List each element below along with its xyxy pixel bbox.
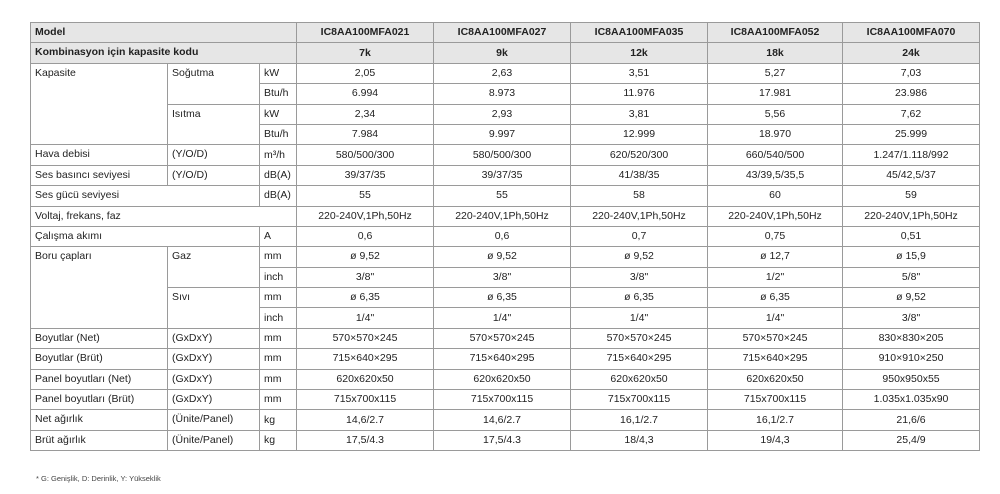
value-cell: 7.984	[297, 124, 434, 144]
value-cell: 18.970	[708, 124, 843, 144]
value-cell: 7,62	[843, 104, 980, 124]
value-cell: ø 9,52	[843, 288, 980, 308]
value-cell: 18/4,3	[571, 430, 708, 450]
value-cell: 3,51	[571, 63, 708, 83]
unit-cell: Btu/h	[260, 84, 297, 104]
row-label: Ses basıncı seviyesi	[31, 165, 168, 185]
value-cell: ø 15,9	[843, 247, 980, 267]
value-cell: 55	[297, 186, 434, 206]
value-cell: 0,6	[297, 226, 434, 246]
table-row	[31, 165, 980, 185]
model-name: IC8AA100MFA052	[708, 23, 843, 43]
value-cell: 620x620x50	[571, 369, 708, 389]
value-cell: 910×910×250	[843, 349, 980, 369]
spec-table	[30, 22, 980, 451]
sub-label: (GxDxY)	[168, 349, 260, 369]
sub-label: Gaz	[168, 247, 260, 288]
value-cell: 950x950x55	[843, 369, 980, 389]
unit-cell: inch	[260, 267, 297, 287]
unit-cell: kW	[260, 104, 297, 124]
model-name: IC8AA100MFA021	[297, 23, 434, 43]
value-cell: 715x700x115	[708, 390, 843, 410]
value-cell: 23.986	[843, 84, 980, 104]
value-cell: 11.976	[571, 84, 708, 104]
value-cell: 570×570×245	[434, 328, 571, 348]
value-cell: ø 9,52	[297, 247, 434, 267]
unit-cell: A	[260, 226, 297, 246]
value-cell: 220-240V,1Ph,50Hz	[571, 206, 708, 226]
table-row	[31, 226, 980, 246]
row-label: Voltaj, frekans, faz	[31, 206, 297, 226]
value-cell: 715x700x115	[297, 390, 434, 410]
value-cell: 41/38/35	[571, 165, 708, 185]
unit-cell: kg	[260, 430, 297, 450]
value-cell: 19/4,3	[708, 430, 843, 450]
sub-label: (GxDxY)	[168, 328, 260, 348]
value-cell: 715×640×295	[434, 349, 571, 369]
row-label: Panel boyutları (Brüt)	[31, 390, 168, 410]
value-cell: 0,75	[708, 226, 843, 246]
value-cell: 7,03	[843, 63, 980, 83]
value-cell: 570×570×245	[297, 328, 434, 348]
value-cell: 715×640×295	[708, 349, 843, 369]
unit-cell: mm	[260, 369, 297, 389]
value-cell: 5,27	[708, 63, 843, 83]
sub-label: (Y/O/D)	[168, 145, 260, 165]
table-row	[31, 104, 980, 124]
value-cell: 3/8"	[434, 267, 571, 287]
value-cell: 60	[708, 186, 843, 206]
capacity-code: 12k	[571, 43, 708, 63]
value-cell: 25,4/9	[843, 430, 980, 450]
value-cell: 620x620x50	[434, 369, 571, 389]
table-row	[31, 43, 980, 63]
value-cell: 12.999	[571, 124, 708, 144]
row-label: Panel boyutları (Net)	[31, 369, 168, 389]
value-cell: 8.973	[434, 84, 571, 104]
value-cell: 3,81	[571, 104, 708, 124]
unit-cell: mm	[260, 288, 297, 308]
value-cell: 17.981	[708, 84, 843, 104]
value-cell: 220-240V,1Ph,50Hz	[434, 206, 571, 226]
table-row	[31, 369, 980, 389]
value-cell: 45/42,5/37	[843, 165, 980, 185]
value-cell: 39/37/35	[297, 165, 434, 185]
value-cell: 2,34	[297, 104, 434, 124]
value-cell: 0,7	[571, 226, 708, 246]
value-cell: 580/500/300	[297, 145, 434, 165]
capacity-code: 7k	[297, 43, 434, 63]
value-cell: 570×570×245	[571, 328, 708, 348]
table-row	[31, 145, 980, 165]
value-cell: ø 6,35	[708, 288, 843, 308]
value-cell: 1/4"	[708, 308, 843, 328]
value-cell: 17,5/4.3	[434, 430, 571, 450]
row-label: Boru çapları	[31, 247, 168, 329]
sub-label: Soğutma	[168, 63, 260, 104]
value-cell: 3/8"	[571, 267, 708, 287]
value-cell: 43/39,5/35,5	[708, 165, 843, 185]
table-row	[31, 186, 980, 206]
model-name: IC8AA100MFA027	[434, 23, 571, 43]
value-cell: 715×640×295	[297, 349, 434, 369]
sub-label: (GxDxY)	[168, 369, 260, 389]
row-label: Boyutlar (Net)	[31, 328, 168, 348]
value-cell: 1.035x1.035x90	[843, 390, 980, 410]
unit-cell: mm	[260, 328, 297, 348]
capacity-code: 24k	[843, 43, 980, 63]
value-cell: 25.999	[843, 124, 980, 144]
model-header-label: Model	[31, 23, 297, 43]
value-cell: 14,6/2.7	[434, 410, 571, 430]
table-row	[31, 328, 980, 348]
table-row	[31, 23, 980, 43]
value-cell: 660/540/500	[708, 145, 843, 165]
row-label: Çalışma akımı	[31, 226, 260, 246]
value-cell: 55	[434, 186, 571, 206]
capacity-code-label: Kombinasyon için kapasite kodu	[31, 43, 297, 63]
value-cell: ø 6,35	[434, 288, 571, 308]
value-cell: ø 9,52	[571, 247, 708, 267]
value-cell: 620x620x50	[297, 369, 434, 389]
value-cell: 580/500/300	[434, 145, 571, 165]
value-cell: 1/4"	[297, 308, 434, 328]
value-cell: 220-240V,1Ph,50Hz	[297, 206, 434, 226]
value-cell: 715x700x115	[434, 390, 571, 410]
value-cell: 715x700x115	[571, 390, 708, 410]
table-row	[31, 288, 980, 308]
row-label: Kapasite	[31, 63, 168, 145]
sub-label: (Ünite/Panel)	[168, 410, 260, 430]
table-row	[31, 410, 980, 430]
value-cell: ø 6,35	[297, 288, 434, 308]
value-cell: 9.997	[434, 124, 571, 144]
value-cell: 570×570×245	[708, 328, 843, 348]
unit-cell: Btu/h	[260, 124, 297, 144]
value-cell: 58	[571, 186, 708, 206]
sub-label: (Ünite/Panel)	[168, 430, 260, 450]
value-cell: 6.994	[297, 84, 434, 104]
row-label: Hava debisi	[31, 145, 168, 165]
value-cell: 620/520/300	[571, 145, 708, 165]
footnote: * G: Genişlik, D: Derinlik, Y: Yükseklik	[36, 474, 161, 483]
value-cell: 59	[843, 186, 980, 206]
value-cell: 3/8"	[843, 308, 980, 328]
table-row	[31, 349, 980, 369]
value-cell: 2,63	[434, 63, 571, 83]
value-cell: 0,6	[434, 226, 571, 246]
value-cell: ø 12,7	[708, 247, 843, 267]
value-cell: 2,05	[297, 63, 434, 83]
unit-cell: dB(A)	[260, 186, 297, 206]
value-cell: 16,1/2.7	[571, 410, 708, 430]
value-cell: 5/8"	[843, 267, 980, 287]
table-row	[31, 206, 980, 226]
row-label: Boyutlar (Brüt)	[31, 349, 168, 369]
model-name: IC8AA100MFA035	[571, 23, 708, 43]
table-row	[31, 430, 980, 450]
value-cell: 1/2"	[708, 267, 843, 287]
unit-cell: inch	[260, 308, 297, 328]
value-cell: 3/8"	[297, 267, 434, 287]
model-name: IC8AA100MFA070	[843, 23, 980, 43]
value-cell: 39/37/35	[434, 165, 571, 185]
value-cell: 715×640×295	[571, 349, 708, 369]
value-cell: 5,56	[708, 104, 843, 124]
value-cell: 16,1/2.7	[708, 410, 843, 430]
value-cell: 1.247/1.118/992	[843, 145, 980, 165]
value-cell: 17,5/4.3	[297, 430, 434, 450]
unit-cell: kW	[260, 63, 297, 83]
table-row	[31, 390, 980, 410]
value-cell: 21,6/6	[843, 410, 980, 430]
row-label: Brüt ağırlık	[31, 430, 168, 450]
value-cell: 620x620x50	[708, 369, 843, 389]
row-label: Ses gücü seviyesi	[31, 186, 260, 206]
value-cell: 0,51	[843, 226, 980, 246]
sub-label: Isıtma	[168, 104, 260, 145]
row-label: Net ağırlık	[31, 410, 168, 430]
value-cell: ø 9,52	[434, 247, 571, 267]
unit-cell: dB(A)	[260, 165, 297, 185]
value-cell: 1/4"	[571, 308, 708, 328]
unit-cell: mm	[260, 390, 297, 410]
unit-cell: mm	[260, 247, 297, 267]
unit-cell: mm	[260, 349, 297, 369]
value-cell: ø 6,35	[571, 288, 708, 308]
unit-cell: kg	[260, 410, 297, 430]
table-row	[31, 247, 980, 267]
sub-label: (Y/O/D)	[168, 165, 260, 185]
value-cell: 14,6/2.7	[297, 410, 434, 430]
sub-label: (GxDxY)	[168, 390, 260, 410]
value-cell: 1/4"	[434, 308, 571, 328]
unit-cell: m³/h	[260, 145, 297, 165]
sub-label: Sıvı	[168, 288, 260, 329]
value-cell: 220-240V,1Ph,50Hz	[843, 206, 980, 226]
value-cell: 220-240V,1Ph,50Hz	[708, 206, 843, 226]
table-row	[31, 63, 980, 83]
value-cell: 2,93	[434, 104, 571, 124]
value-cell: 830×830×205	[843, 328, 980, 348]
capacity-code: 18k	[708, 43, 843, 63]
capacity-code: 9k	[434, 43, 571, 63]
